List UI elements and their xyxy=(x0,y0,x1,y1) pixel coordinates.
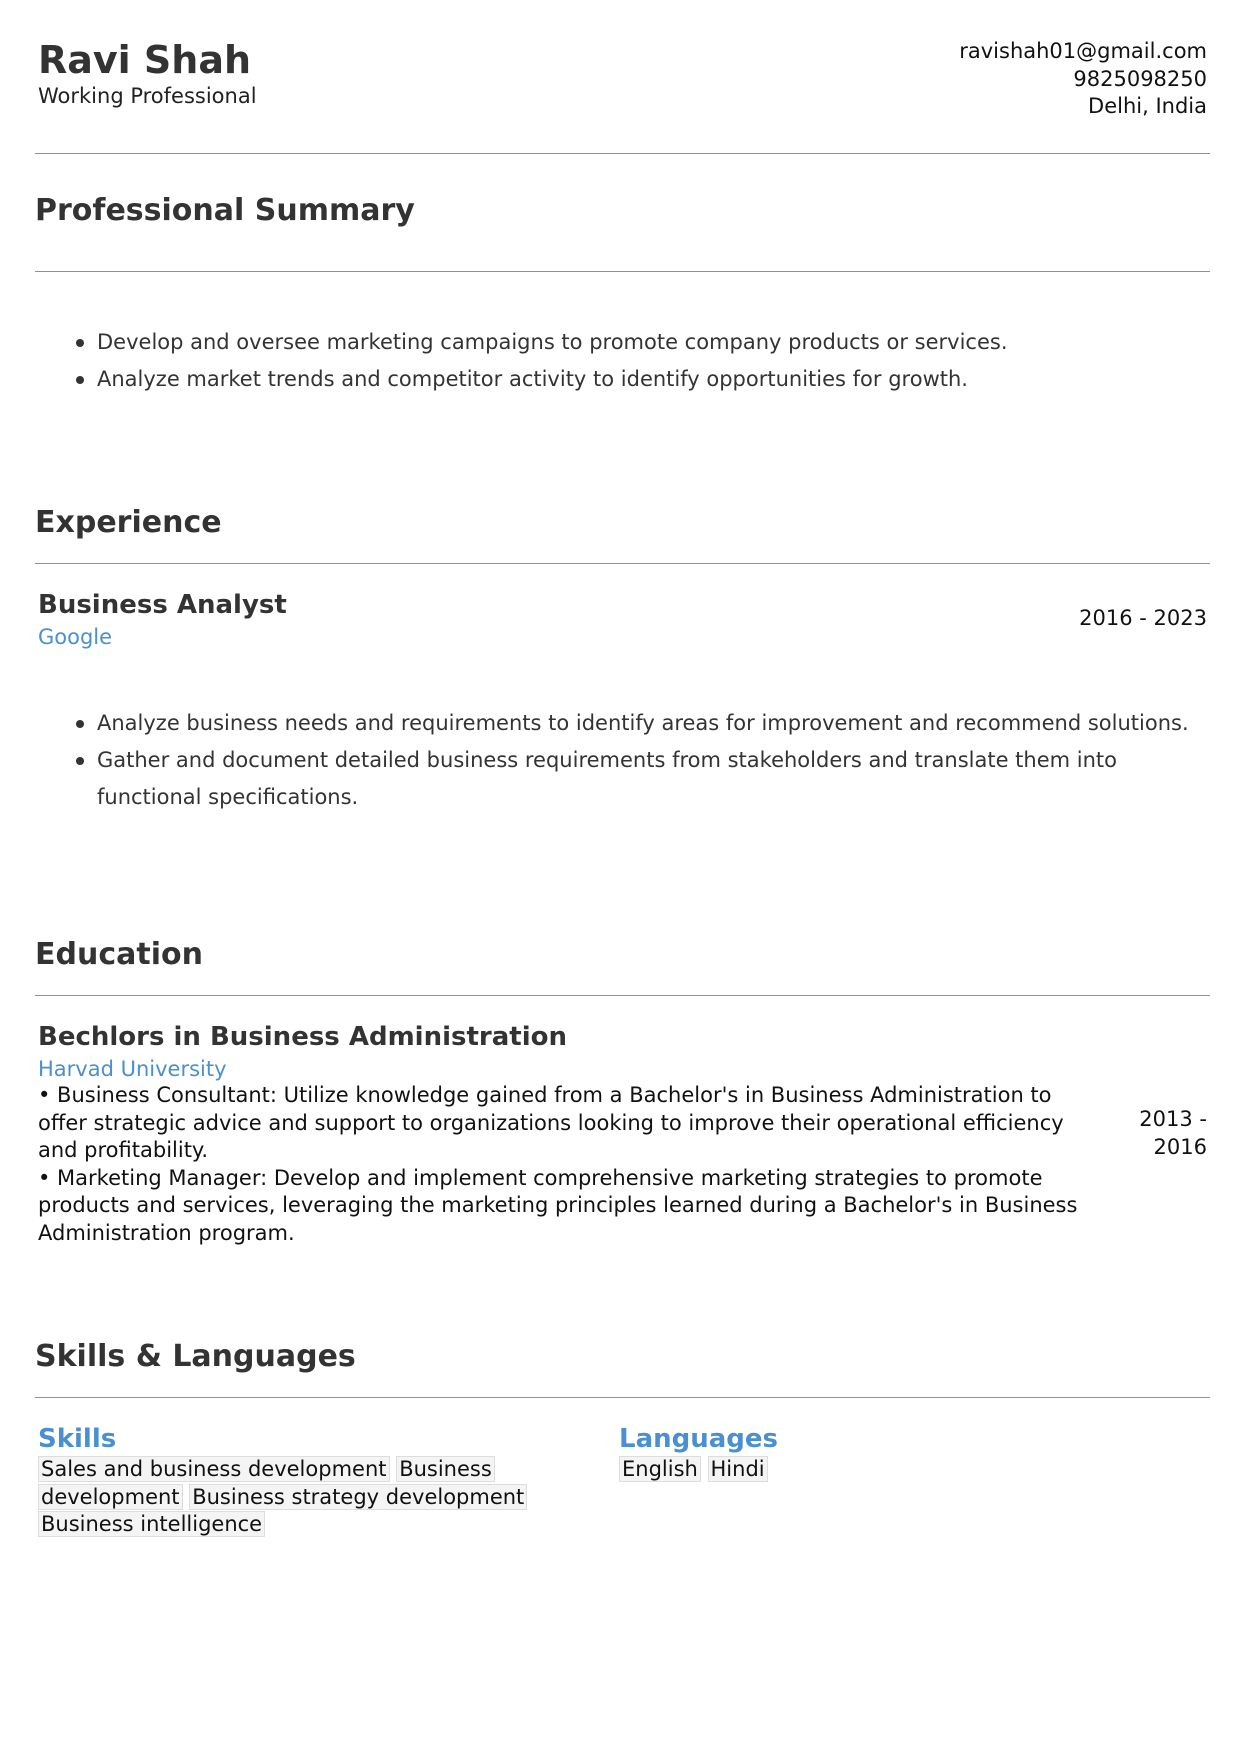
education-line: • Business Consultant: Utilize knowledge gained from a Bachelor's in Business Administration to offer strategic advice and support to organizations looking to improve their operational efficiency and profitability. xyxy=(38,1083,1064,1162)
experience-divider xyxy=(35,563,1210,564)
summary-list xyxy=(97,324,1197,398)
job-bullet: Gather and document detailed business requirements from stakeholders and translate them into functional specifications. xyxy=(97,742,1147,816)
education-dates-end: 2016 xyxy=(1153,1134,1207,1159)
skills-divider xyxy=(35,1397,1210,1398)
job-bullet: Analyze business needs and requirements to identify areas for improvement and recommend solutions. xyxy=(97,705,1197,742)
job-company: Google xyxy=(38,625,113,649)
languages-heading: Languages xyxy=(619,1424,779,1454)
education-school: Harvad University xyxy=(38,1057,227,1081)
summary-divider xyxy=(35,271,1210,272)
contact-block xyxy=(959,38,1207,121)
section-title-summary: Professional Summary xyxy=(35,193,415,228)
skill-tag: Business strategy development xyxy=(189,1484,527,1510)
summary-item: Analyze market trends and competitor activity to identify opportunities for growth. xyxy=(97,361,1197,398)
contact-phone[interactable]: 9825098250 xyxy=(1073,66,1207,91)
education-dates xyxy=(1139,1106,1207,1161)
education-dates-start: 2013 - xyxy=(1139,1107,1207,1131)
skill-tag: Sales and business development xyxy=(38,1456,390,1482)
skills-heading: Skills xyxy=(38,1424,117,1454)
contact-email[interactable]: ravishah01@gmail.com xyxy=(959,39,1207,63)
candidate-subtitle: Working Professional xyxy=(38,84,257,108)
candidate-name: Ravi Shah xyxy=(38,38,252,82)
skill-tag: Business intelligence xyxy=(38,1511,265,1537)
section-title-experience: Experience xyxy=(35,505,222,540)
language-tag: English xyxy=(619,1456,701,1482)
summary-item: Develop and oversee marketing campaigns to promote company products or services. xyxy=(97,324,1197,361)
education-degree: Bechlors in Business Administration xyxy=(38,1022,567,1052)
contact-location: Delhi, India xyxy=(1088,94,1207,118)
skills-tags xyxy=(38,1456,588,1539)
skill-tag: Business development xyxy=(38,1456,495,1510)
education-divider xyxy=(35,995,1210,996)
education-description xyxy=(38,1082,1098,1247)
job-dates: 2016 - 2023 xyxy=(1079,606,1207,630)
resume-header xyxy=(35,0,1210,154)
education-line: • Marketing Manager: Develop and implement comprehensive marketing strategies to promote products and services, leveraging the marketing principles learned during a Bachelor's in Business Administration program. xyxy=(38,1165,1078,1245)
header-divider xyxy=(35,153,1210,154)
section-title-education: Education xyxy=(35,937,203,972)
language-tag: Hindi xyxy=(708,1456,768,1482)
languages-tags xyxy=(619,1456,1169,1484)
section-title-skills-languages: Skills & Languages xyxy=(35,1339,356,1374)
job-bullets xyxy=(97,705,1197,816)
resume-page xyxy=(35,0,1210,1536)
job-role: Business Analyst xyxy=(38,590,287,620)
